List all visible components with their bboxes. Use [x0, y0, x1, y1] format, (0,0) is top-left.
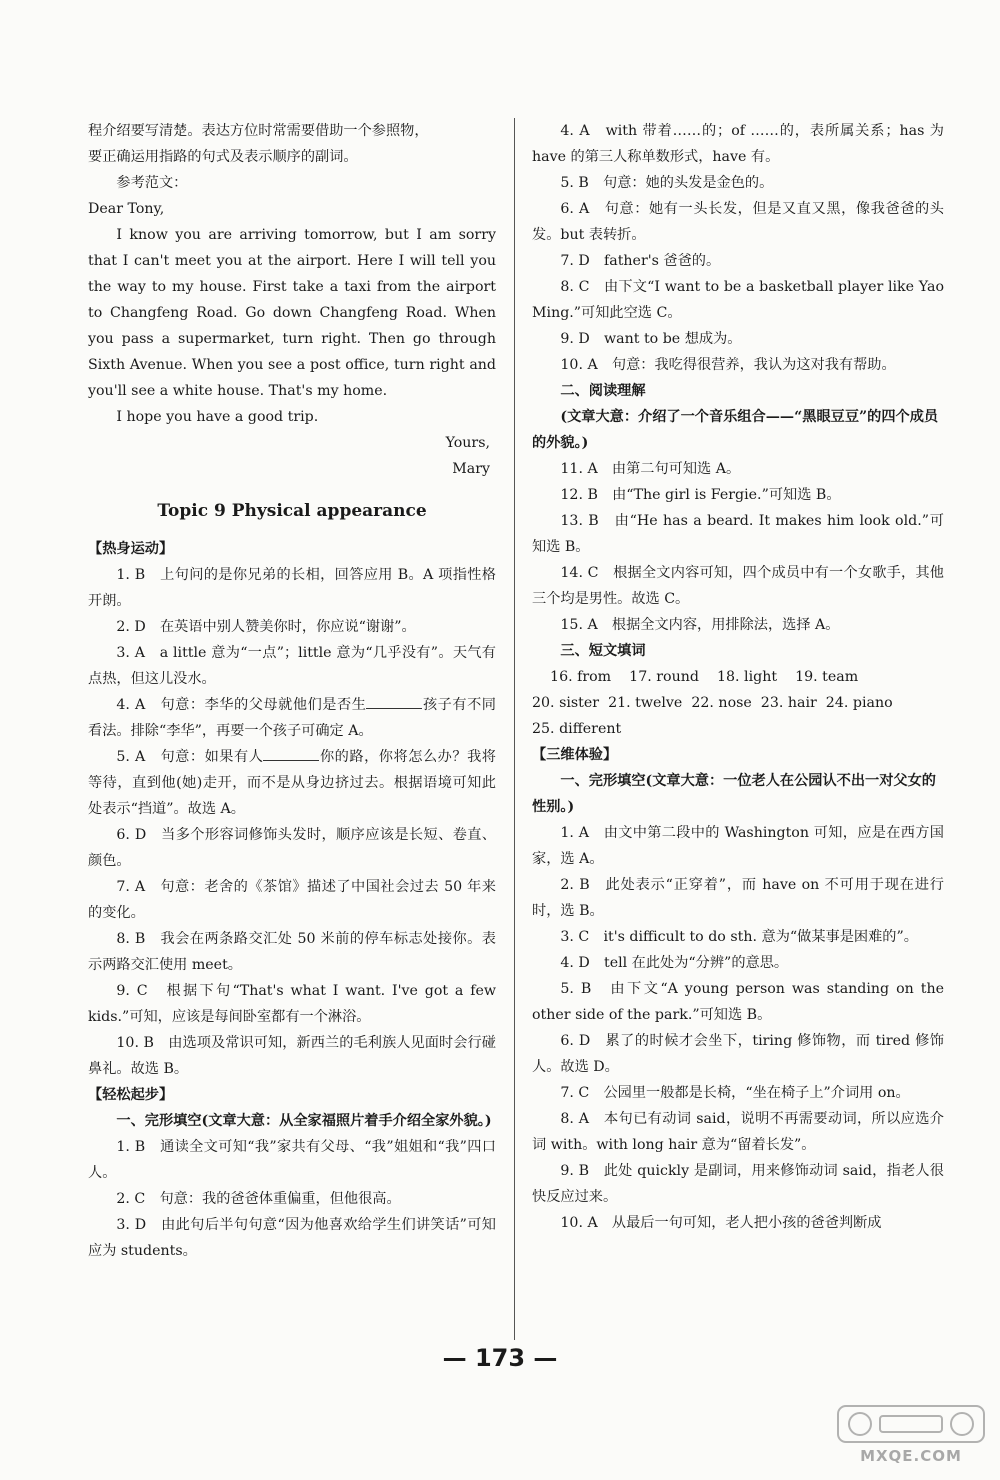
section-heading: 三、短文填词 — [560, 643, 646, 659]
blank-line — [263, 746, 319, 761]
answer-item: 1. B 上句问的是你兄弟的长相，回答应用 B。A 项指性格开朗。 — [88, 567, 496, 609]
answer-item: 8. A 本句已有动词 said，说明不再需要动词，所以应选介词 with。with long hair 意为“留着长发”。 — [532, 1111, 944, 1153]
intro-line: 程介绍要写清楚。表达方位时常需要借助一个参照物， — [88, 123, 429, 139]
answer-text: 4. A 句意：李华的父母就他们是否生 — [116, 697, 367, 713]
answer-item: 11. A 由第二句可知选 A。 — [560, 461, 741, 477]
watermark-logo — [836, 1404, 986, 1466]
answer-item: 9. D want to be 想成为。 — [560, 331, 742, 347]
letter-body: I hope you have a good trip. — [116, 409, 319, 425]
answer-item — [88, 744, 496, 822]
letter-closing: Yours, — [445, 435, 490, 451]
fill-answers: 20. sister 21. twelve 22. nose 23. hair 24. piano — [532, 695, 893, 711]
blank-line — [366, 694, 422, 709]
answer-item: 2. B 此处表示“正穿着”，而 have on 不可用于现在进行时，选 B。 — [532, 877, 944, 919]
section-heading: 【热身运动】 — [88, 541, 174, 557]
answer-text: 5. A 句意：如果有人 — [116, 749, 264, 765]
answer-item: 6. D 累了的时候才会坐下，tiring 修饰物，而 tired 修饰人。故选 D。 — [532, 1033, 944, 1075]
answer-item: 12. B 由“The girl is Fergie.”可知选 B。 — [560, 487, 841, 503]
left-column — [88, 118, 501, 1264]
answer-item — [88, 692, 496, 744]
answer-item: 9. B 此处 quickly 是副词，用来修饰动词 said，指老人很快反应过来。 — [532, 1163, 944, 1205]
answer-item: 15. A 根据全文内容，用排除法，选择 A。 — [560, 617, 840, 633]
answer-item: 8. C 由下文“I want to be a basketball player like Yao Ming.”可知此空选 C。 — [532, 279, 944, 321]
letter-greeting: Dear Tony, — [88, 201, 165, 217]
answer-item: 5. B 句意：她的头发是金色的。 — [560, 175, 774, 191]
section-subheading: (文章大意：介绍了一个音乐组合——“黑眼豆豆”的四个成员的外貌。) — [532, 409, 939, 451]
answer-item: 10. B 由选项及常识可知，新西兰的毛利族人见面时会行碰鼻礼。故选 B。 — [88, 1035, 496, 1077]
answer-item: 13. B 由“He has a beard. It makes him look old.”可知选 B。 — [532, 513, 944, 555]
fill-answers: 25. different — [532, 721, 622, 737]
intro-line: 要正确运用指路的句式及表示顺序的副词。 — [88, 149, 358, 165]
answer-item: 6. A 句意：她有一头长发，但是又直又黑，像我爸爸的头发。but 表转折。 — [532, 201, 944, 243]
answer-item: 3. D 由此句后半句句意“因为他喜欢给学生们讲笑话”可知应为 students。 — [88, 1217, 496, 1259]
answer-item: 14. C 根据全文内容可知，四个成员中有一个女歌手，其他三个均是男性。故选 C。 — [532, 565, 944, 607]
answer-item: 10. A 句意：我吃得很营养，我认为这对我有帮助。 — [560, 357, 896, 373]
answer-item: 8. B 我会在两条路交汇处 50 米前的停车标志处接你。表示两路交汇使用 meet。 — [88, 931, 496, 973]
answer-item: 10. A 从最后一句可知，老人把小孩的爸爸判断成 — [560, 1215, 882, 1231]
column-divider — [514, 118, 515, 1340]
letter-signature: Mary — [452, 461, 490, 477]
answer-item: 7. A 句意：老舍的《茶馆》描述了中国社会过去 50 年来的变化。 — [88, 879, 496, 921]
answer-item: 3. A a little 意为“一点”；little 意为“几乎没有”。天气有点热，但这儿没水。 — [88, 645, 496, 687]
page-number: — 173 — — [442, 1344, 558, 1372]
answer-item: 2. D 在英语中别人赞美你时，你应说“谢谢”。 — [116, 619, 416, 635]
answer-item: 7. D father's 爸爸的。 — [560, 253, 721, 269]
section-heading: 【轻松起步】 — [88, 1087, 174, 1103]
answer-item: 1. B 通读全文可知“我”家共有父母、“我”姐姐和“我”四口人。 — [88, 1139, 496, 1181]
answer-text: 孩子有不同看法。排除“李华”，再要一个孩子可确定 A。 — [88, 697, 496, 739]
sample-label: 参考范文： — [116, 175, 188, 191]
answer-item: 9. C 根据下句“That's what I want. I've got a few kids.”可知，应该是每间卧室都有一个淋浴。 — [88, 983, 496, 1025]
answer-item: 4. D tell 在此处为“分辨”的意思。 — [560, 955, 789, 971]
fill-answers: 16. from 17. round 18. light 19. team — [532, 669, 859, 685]
answer-text: 你的路，你将怎么办？我将等待，直到他(她)走开，而不是从身边挤过去。根据语境可知此处表示“挡道”。故选 A。 — [88, 749, 496, 817]
answer-item: 3. C it's difficult to do sth. 意为“做某事是困难的”。 — [560, 929, 918, 945]
section-subheading: 一、完形填空(文章大意：从全家福照片着手介绍全家外貌。) — [116, 1113, 492, 1129]
section-subheading: 一、完形填空(文章大意：一位老人在公园认不出一对父女的性别。) — [532, 773, 936, 815]
section-heading: 【三维体验】 — [532, 747, 618, 763]
letter-body: I know you are arriving tomorrow, but I am sorry that I can't meet you at the airport. Here I will tell you the way to my house. First take a taxi from the airport to Changfeng Road. Go down Changfeng Road. When you pass a supermarket, turn right. Then go through Sixth Avenue. When you see a post office, turn right and you'll see a white house. That's my home. — [88, 227, 501, 399]
right-column — [532, 118, 944, 1236]
answer-item: 4. A with 带着……的；of ……的，表所属关系；has 为 have 的第三人称单数形式，have 有。 — [532, 123, 944, 165]
answer-item: 7. C 公园里一般都是长椅，“坐在椅子上”介词用 on。 — [560, 1085, 910, 1101]
answer-item: 2. C 句意：我的爸爸体重偏重，但他很高。 — [116, 1191, 401, 1207]
svg-text:MXQE.COM: MXQE.COM — [860, 1447, 962, 1465]
section-heading: 二、阅读理解 — [560, 383, 646, 399]
answer-item: 6. D 当多个形容词修饰头发时，顺序应该是长短、卷直、颜色。 — [88, 827, 496, 869]
topic-title: Topic 9 Physical appearance — [157, 501, 427, 521]
answer-item: 1. A 由文中第二段中的 Washington 可知，应是在西方国家，选 A。 — [532, 825, 944, 867]
answer-item: 5. B 由下文“A young person was standing on the other side of the park.”可知选 B。 — [532, 981, 944, 1023]
